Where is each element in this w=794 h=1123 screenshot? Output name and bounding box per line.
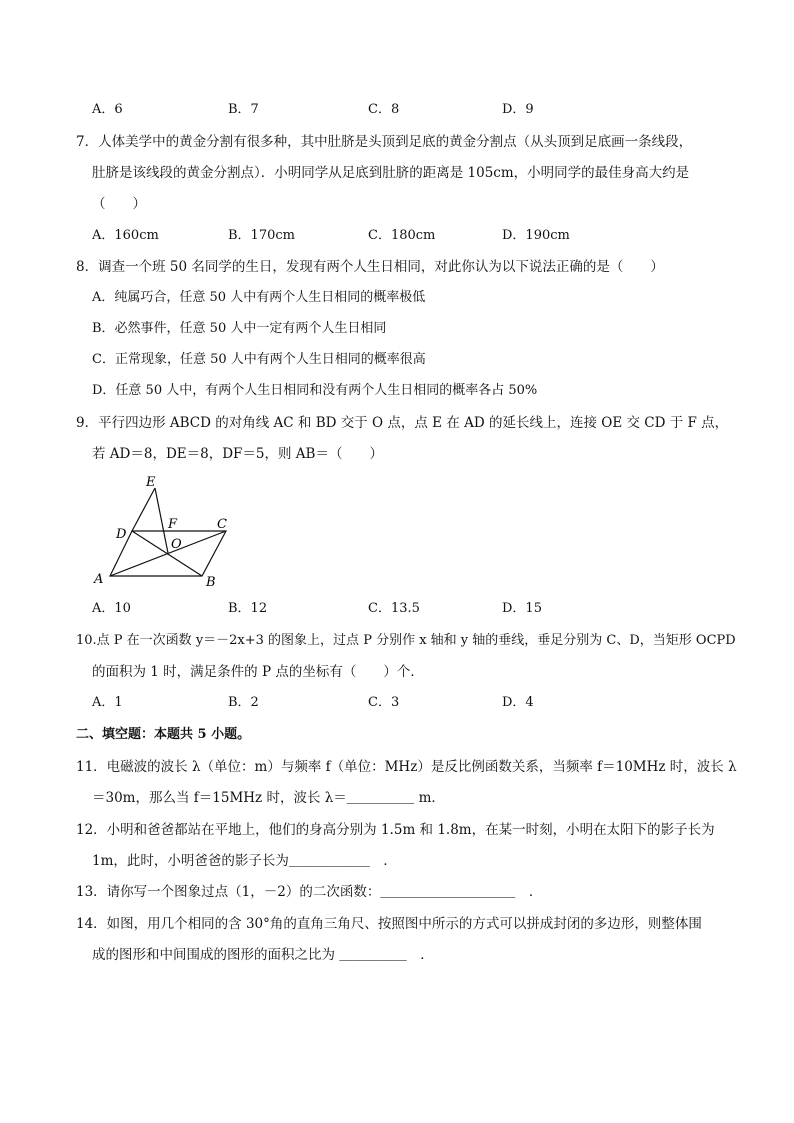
segment-de — [132, 488, 155, 531]
q7-stem-line2: 肚脐是该线段的黄金分割点）．小明同学从足底到肚脐的距离是 105cm，小明同学的最佳身高大约是 — [92, 165, 690, 181]
q6-option-c[interactable]: C．8 — [368, 102, 400, 117]
q6-option-b[interactable]: B．7 — [228, 102, 259, 117]
q8-option-d[interactable]: D．任意 50 人中，有两个人生日相同和没有两个人生日相同的概率各占 50% — [92, 383, 538, 398]
q14-stem-line1: 14．如图，用几个相同的含 30°角的直角三角尺、按照图中所示的方式可以拼成封闭的多边形，则整体围 — [76, 916, 702, 932]
q8-option-c[interactable]: C．正常现象，任意 50 人中有两个人生日相同的概率很高 — [92, 352, 426, 367]
parallelogram-figure — [90, 468, 240, 590]
section-heading-fill-in: 二、填空题：本题共 5 小题。 — [76, 727, 251, 742]
q7-option-d[interactable]: D．190cm — [502, 228, 570, 243]
q7-option-a[interactable]: A．160cm — [92, 228, 159, 243]
label-f: F — [168, 517, 178, 532]
q10-stem-line2: 的面积为 1 时，满足条件的 P 点的坐标有（ ）个． — [92, 664, 424, 680]
q14-stem-line2: 成的图形和中间围成的图形的面积之比为 ＿＿＿＿＿ ． — [92, 947, 434, 963]
segment-oe — [155, 488, 168, 553]
q10-option-c[interactable]: C．3 — [368, 695, 400, 710]
q6-option-d[interactable]: D．9 — [502, 102, 534, 117]
q6-option-a[interactable]: A．6 — [92, 102, 123, 117]
label-a: A — [94, 572, 104, 587]
q10-option-b[interactable]: B．2 — [228, 695, 259, 710]
label-e: E — [146, 475, 156, 490]
q10-option-a[interactable]: A．1 — [92, 695, 123, 710]
q7-option-b[interactable]: B．170cm — [228, 228, 295, 243]
label-d: D — [116, 527, 127, 542]
q9-stem-line1: 9．平行四边形 ABCD 的对角线 AC 和 BD 交于 O 点，点 E 在 AD 的延长线上，连接 OE 交 CD 于 F 点， — [76, 415, 729, 431]
q12-stem-line2: 1m，此时，小明爸爸的影子长为＿＿＿＿＿＿ ． — [92, 853, 397, 869]
q11-stem-line2: ＝30m，那么当 f＝15MHz 时，波长 λ＝＿＿＿＿＿ m． — [92, 790, 445, 806]
q9-option-a[interactable]: A．10 — [92, 601, 131, 616]
q12-stem-line1: 12．小明和爸爸都站在平地上，他们的身高分别为 1.5m 和 1.8m，在某一时刻，小明在太阳下的影子长为 — [76, 822, 715, 838]
q7-option-c[interactable]: C．180cm — [368, 228, 436, 243]
label-b: B — [206, 575, 216, 590]
q9-option-d[interactable]: D．15 — [502, 601, 542, 616]
q8-stem: 8．调查一个班 50 名同学的生日，发现有两个人生日相同，对此你认为以下说法正确的是（ ） — [76, 259, 664, 275]
q10-option-d[interactable]: D．4 — [502, 695, 534, 710]
label-c: C — [217, 517, 227, 532]
q9-option-b[interactable]: B．12 — [228, 601, 268, 616]
q9-stem-line2: 若 AD＝8，DE＝8，DF＝5，则 AB＝（ ） — [92, 446, 383, 462]
q8-option-b[interactable]: B．必然事件，任意 50 人中一定有两个人生日相同 — [92, 321, 387, 336]
q8-option-a[interactable]: A．纯属巧合，任意 50 人中有两个人生日相同的概率极低 — [92, 290, 426, 305]
q11-stem-line1: 11．电磁波的波长 λ（单位：m）与频率 f（单位：MHz）是反比例函数关系，当频率 f＝10MHz 时，波长 λ — [76, 759, 737, 775]
label-o: O — [171, 537, 182, 552]
parallelogram-diagram — [90, 468, 240, 590]
q9-option-c[interactable]: C．13.5 — [368, 601, 420, 616]
q10-stem-line1: 10.点 P 在一次函数 y＝－2x+3 的图象上，过点 P 分别作 x 轴和 y 轴的垂线，垂足分别为 C、D，当矩形 OCPD — [76, 633, 736, 648]
q13-stem: 13．请你写一个图象过点（1，－2）的二次函数：＿＿＿＿＿＿＿＿＿＿ ． — [76, 884, 543, 900]
q7-stem-line1: 7．人体美学中的黄金分割有很多种，其中肚脐是头顶到足底的黄金分割点（从头顶到足底画一条线段， — [76, 134, 693, 150]
q7-stem-line3: （ ） — [92, 196, 146, 212]
diagonal-bd — [132, 531, 202, 576]
